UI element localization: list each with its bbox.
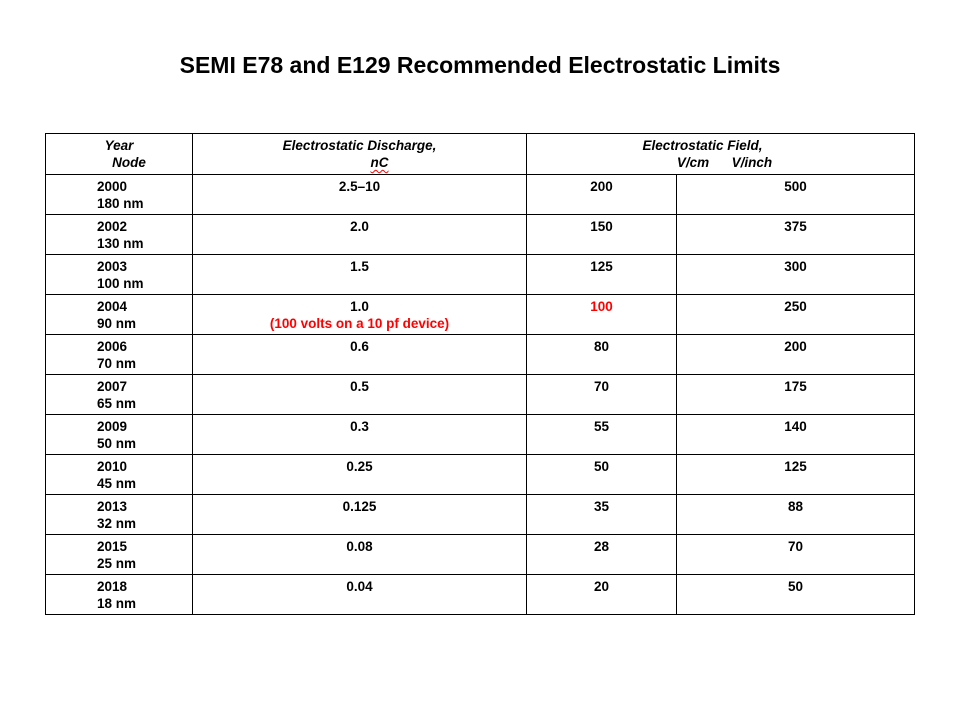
field-vcm-value: 100 (590, 299, 613, 314)
discharge-value: 0.5 (350, 379, 369, 394)
discharge-value: 0.25 (346, 459, 373, 474)
year-value: 2009 (97, 419, 128, 434)
year-value: 2000 (97, 179, 128, 194)
year-value: 2018 (97, 579, 128, 594)
field-vcm-cell (527, 335, 677, 375)
field-vinch-value: 175 (784, 379, 807, 394)
table-row (46, 495, 915, 535)
discharge-cell (193, 455, 527, 495)
discharge-cell (193, 335, 527, 375)
field-vinch-cell (677, 215, 915, 255)
year-value: 2015 (97, 539, 128, 554)
discharge-value: 1.5 (350, 259, 369, 274)
field-vcm-cell (527, 415, 677, 455)
field-vinch-cell (677, 415, 915, 455)
node-value: 25 nm (97, 556, 137, 571)
discharge-value: 1.0 (350, 299, 369, 314)
header-discharge-unit: nC (370, 155, 389, 170)
field-vcm-value: 50 (593, 459, 610, 474)
year-value: 2010 (97, 459, 128, 474)
header-discharge-label: Electrostatic Discharge, (282, 138, 437, 153)
header-discharge (193, 134, 527, 175)
discharge-cell (193, 575, 527, 615)
header-year-node (46, 134, 193, 175)
node-value: 90 nm (97, 316, 137, 331)
year-node-cell (46, 175, 193, 215)
year-node-cell (46, 575, 193, 615)
discharge-cell (193, 295, 527, 335)
field-vinch-cell (677, 375, 915, 415)
field-vcm-value: 35 (593, 499, 610, 514)
field-vcm-cell (527, 375, 677, 415)
field-vcm-value: 28 (593, 539, 610, 554)
discharge-value: 0.04 (346, 579, 373, 594)
header-node-label: Node (112, 155, 146, 170)
field-vinch-cell (677, 455, 915, 495)
field-vinch-value: 125 (784, 459, 807, 474)
year-node-cell (46, 535, 193, 575)
electrostatic-limits-table (45, 133, 915, 615)
year-value: 2013 (97, 499, 128, 514)
discharge-value: 2.0 (350, 219, 369, 234)
field-vcm-cell (527, 215, 677, 255)
node-value: 45 nm (97, 476, 137, 491)
field-vinch-cell (677, 175, 915, 215)
field-vcm-value: 20 (593, 579, 610, 594)
discharge-value: 0.125 (342, 499, 377, 514)
header-field (527, 134, 915, 175)
field-vinch-value: 200 (784, 339, 807, 354)
table-row (46, 295, 915, 335)
field-vinch-value: 500 (784, 179, 807, 194)
year-node-cell (46, 215, 193, 255)
discharge-cell (193, 535, 527, 575)
table-row (46, 215, 915, 255)
discharge-cell (193, 375, 527, 415)
discharge-cell (193, 415, 527, 455)
field-vinch-value: 50 (787, 579, 804, 594)
field-vcm-value: 70 (593, 379, 610, 394)
discharge-note: (100 volts on a 10 pf device) (269, 316, 450, 331)
header-field-units: V/cm V/inch (676, 155, 773, 170)
field-vcm-cell (527, 535, 677, 575)
year-node-cell (46, 255, 193, 295)
node-value: 65 nm (97, 396, 137, 411)
year-node-cell (46, 335, 193, 375)
year-value: 2002 (97, 219, 128, 234)
field-vinch-cell (677, 575, 915, 615)
table-header-row (46, 134, 915, 175)
field-vinch-value: 70 (787, 539, 804, 554)
table-row (46, 455, 915, 495)
header-field-label: Electrostatic Field, (642, 138, 763, 153)
field-vinch-cell (677, 255, 915, 295)
field-vinch-value: 300 (784, 259, 807, 274)
year-node-cell (46, 375, 193, 415)
field-vcm-cell (527, 295, 677, 335)
discharge-cell (193, 255, 527, 295)
field-vcm-cell (527, 575, 677, 615)
field-vinch-value: 140 (784, 419, 807, 434)
field-vcm-value: 55 (593, 419, 610, 434)
year-node-cell (46, 455, 193, 495)
table-row (46, 375, 915, 415)
field-vcm-cell (527, 455, 677, 495)
table-body (46, 134, 915, 615)
node-value: 32 nm (97, 516, 137, 531)
year-value: 2003 (97, 259, 128, 274)
node-value: 180 nm (97, 196, 144, 211)
field-vinch-cell (677, 295, 915, 335)
field-vcm-cell (527, 255, 677, 295)
year-node-cell (46, 415, 193, 455)
node-value: 18 nm (97, 596, 137, 611)
field-vcm-cell (527, 175, 677, 215)
year-node-cell (46, 495, 193, 535)
year-value: 2007 (97, 379, 128, 394)
field-vinch-value: 250 (784, 299, 807, 314)
table-row (46, 535, 915, 575)
field-vinch-cell (677, 335, 915, 375)
table-row (46, 255, 915, 295)
table-row (46, 335, 915, 375)
discharge-cell (193, 215, 527, 255)
year-value: 2004 (97, 299, 128, 314)
table-row (46, 415, 915, 455)
header-year-label: Year (104, 138, 134, 153)
discharge-cell (193, 175, 527, 215)
field-vcm-cell (527, 495, 677, 535)
field-vinch-cell (677, 495, 915, 535)
year-value: 2006 (97, 339, 128, 354)
node-value: 70 nm (97, 356, 137, 371)
field-vinch-value: 88 (787, 499, 804, 514)
discharge-value: 2.5–10 (338, 179, 381, 194)
field-vinch-value: 375 (784, 219, 807, 234)
field-vcm-value: 200 (590, 179, 613, 194)
page-title: SEMI E78 and E129 Recommended Electrostatic Limits (179, 52, 781, 78)
discharge-value: 0.6 (350, 339, 369, 354)
node-value: 100 nm (97, 276, 144, 291)
field-vinch-cell (677, 535, 915, 575)
table-row (46, 175, 915, 215)
discharge-value: 0.08 (346, 539, 373, 554)
discharge-value: 0.3 (350, 419, 369, 434)
year-node-cell (46, 295, 193, 335)
discharge-cell (193, 495, 527, 535)
node-value: 50 nm (97, 436, 137, 451)
field-vcm-value: 125 (590, 259, 613, 274)
node-value: 130 nm (97, 236, 144, 251)
field-vcm-value: 150 (590, 219, 613, 234)
table-row (46, 575, 915, 615)
field-vcm-value: 80 (593, 339, 610, 354)
